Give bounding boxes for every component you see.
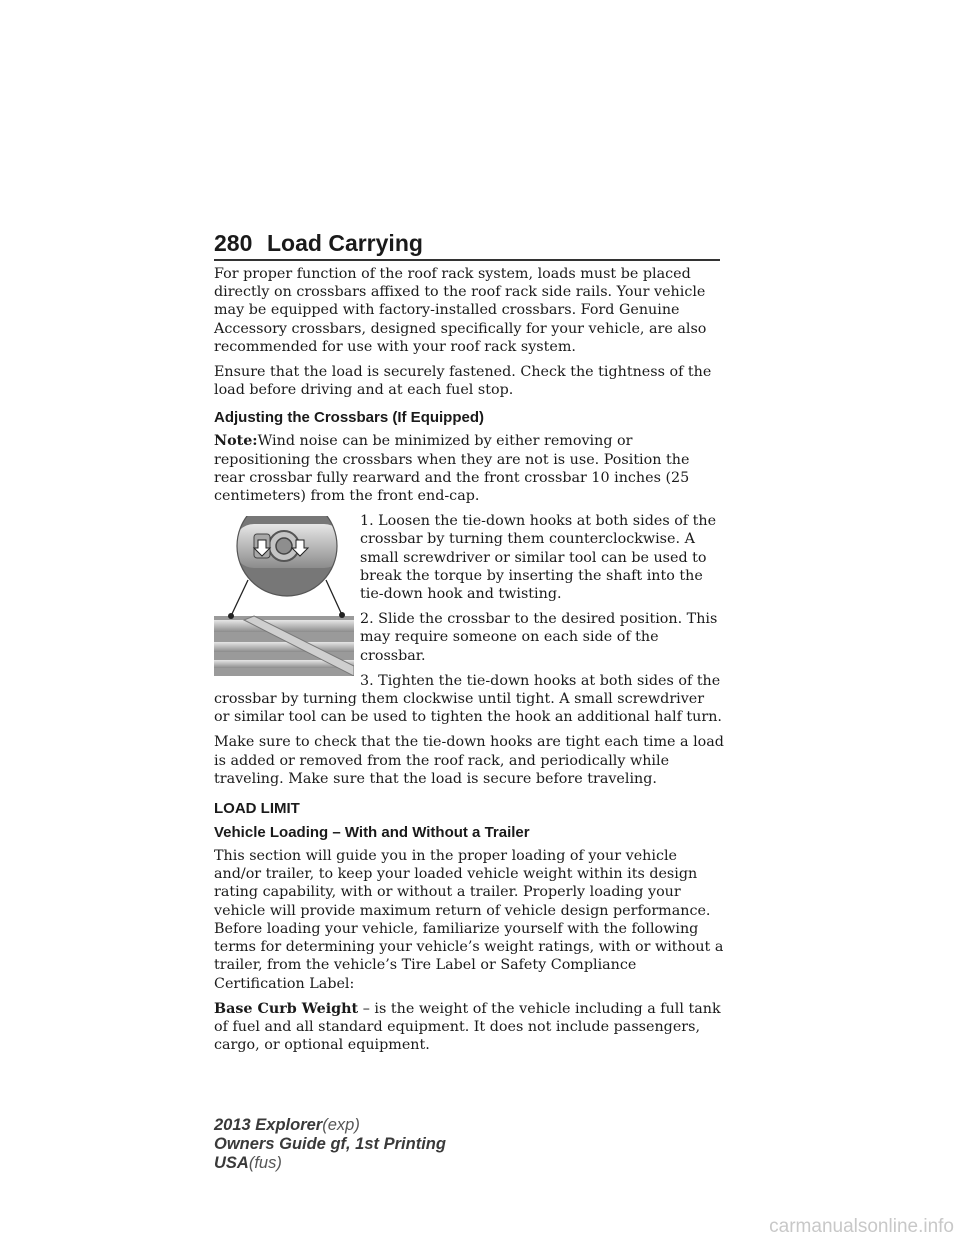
- page-body: [214, 265, 724, 1061]
- roof-rack-paragraph: For proper function of the roof rack system, loads must be placed directly on crossbars affixed to the roof rack side rails. Your vehicle may be equipped with factory-installed crossbars. Ford Genuine Accessory crossbars, designed specifically for your vehicle, are also recommended for use with your roof rack system.: [214, 266, 707, 355]
- footer-market-code: (fus): [248, 1154, 282, 1172]
- page-number: 280: [214, 230, 253, 256]
- note-paragraph: [214, 432, 724, 505]
- footer-model: 2013 Explorer: [214, 1116, 323, 1134]
- footer-model-code: (exp): [322, 1116, 360, 1134]
- print-footer: [214, 1116, 446, 1173]
- step-2: 2. Slide the crossbar to the desired position. This may require someone on each side of the crossbar.: [360, 611, 718, 664]
- vehicle-loading-heading: Vehicle Loading – With and Without a Trailer: [214, 824, 530, 842]
- base-curb-weight-paragraph: [214, 1000, 724, 1055]
- step-1: 1. Loosen the tie-down hooks at both sides of the crossbar by turning them counterclockwise. A small screwdriver or similar tool can be used to break the torque by inserting the shaft into the tie-down hook and twisting.: [360, 513, 717, 603]
- crossbar-tie-down-illustration: [214, 516, 354, 676]
- base-curb-weight-term: Base Curb Weight: [214, 1000, 359, 1017]
- vehicle-loading-paragraph: This section will guide you in the proper loading of your vehicle and/or trailer, to keep your loaded vehicle weight within its design rating capability, with or without a trailer. Properly loading your vehicle will provide maximum return of vehicle design performance. Before loading your vehicle, familiarize yourself with the following terms for determining your vehicle’s weight ratings, with or without a trailer, from the vehicle’s Tire Label or Safety Compliance Certification Label:: [214, 848, 724, 992]
- footer-printing: Owners Guide gf, 1st Printing: [214, 1135, 446, 1153]
- footer-market: USA: [214, 1154, 249, 1172]
- load-limit-heading: LOAD LIMIT: [214, 800, 300, 818]
- watermark: carmanualsonline.info: [769, 1216, 954, 1237]
- crossbars-heading: Adjusting the Crossbars (If Equipped): [214, 409, 485, 427]
- crossbar-steps: [214, 512, 724, 726]
- check-hooks-paragraph: Make sure to check that the tie-down hooks are tight each time a load is added or removed from the roof rack, and periodically while traveling. Make sure that the load is secure before traveling.: [214, 734, 724, 787]
- page-header: [214, 230, 720, 260]
- section-title: Load Carrying: [267, 230, 423, 256]
- base-curb-weight-definition: – is the weight of the vehicle including a full tank of fuel and all standard equipment. It does not include passengers, cargo, or optional equipment.: [214, 1000, 721, 1054]
- step-3: 3. Tighten the tie-down hooks at both sides of the crossbar by turning them clockwise until tight. A small screwdriver or similar tool can be used to tighten the hook an additional half turn.: [214, 672, 722, 726]
- note-label: Note:: [214, 433, 258, 450]
- securing-load-paragraph: Ensure that the load is securely fastened. Check the tightness of the load before driving and at each fuel stop.: [214, 364, 712, 399]
- header-divider: [214, 259, 720, 261]
- note-text: Wind noise can be minimized by either removing or repositioning the crossbars when they are not is use. Position the rear crossbar fully rearward and the front crossbar 10 inches (25 centimeters) from the front end-cap.: [214, 433, 690, 505]
